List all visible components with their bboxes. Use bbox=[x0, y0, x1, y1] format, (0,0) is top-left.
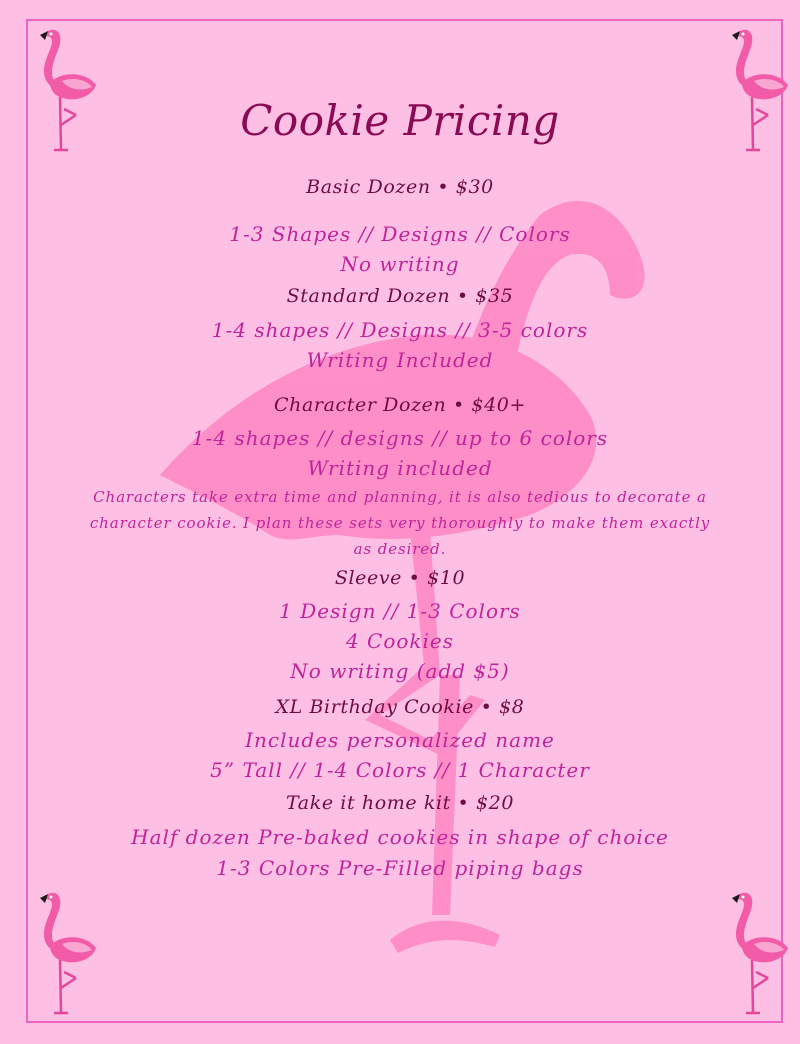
section-detail: Half dozen Pre-baked cookies in shape of choice bbox=[131, 825, 669, 849]
section-detail: No writing (add $5) bbox=[290, 659, 510, 683]
section-detail: Includes personalized name bbox=[245, 728, 555, 752]
section-heading-xl-birthday-cookie: XL Birthday Cookie • $8 bbox=[275, 696, 525, 718]
section-detail: Writing included bbox=[307, 456, 493, 480]
section-detail: 5” Tall // 1-4 Colors // 1 Character bbox=[210, 758, 590, 782]
section-detail: Writing Included bbox=[306, 348, 494, 372]
section-detail: 1-3 Shapes // Designs // Colors bbox=[229, 222, 571, 246]
section-heading-basic-dozen: Basic Dozen • $30 bbox=[306, 176, 494, 198]
section-detail: 1-4 shapes // Designs // 3-5 colors bbox=[211, 318, 589, 342]
flamingo-icon bbox=[30, 888, 100, 1028]
page-title: Cookie Pricing bbox=[240, 96, 560, 145]
section-heading-standard-dozen: Standard Dozen • $35 bbox=[286, 285, 514, 307]
character-note: Characters take extra time and planning, it is also tedious to decorate a character cookie. I plan these sets very thoroughly to make them exactly as desired. bbox=[89, 488, 711, 558]
section-detail: No writing bbox=[340, 252, 460, 276]
section-heading-character-dozen: Character Dozen • $40+ bbox=[274, 394, 526, 416]
section-detail: 4 Cookies bbox=[345, 629, 455, 653]
section-heading-take-it-home-kit: Take it home kit • $20 bbox=[285, 792, 515, 814]
section-detail: 1-4 shapes // designs // up to 6 colors bbox=[191, 426, 609, 450]
section-detail: 1 Design // 1-3 Colors bbox=[279, 599, 521, 623]
flamingo-icon bbox=[722, 888, 792, 1028]
section-heading-sleeve: Sleeve • $10 bbox=[334, 567, 466, 589]
section-detail: 1-3 Colors Pre-Filled piping bags bbox=[216, 856, 584, 880]
